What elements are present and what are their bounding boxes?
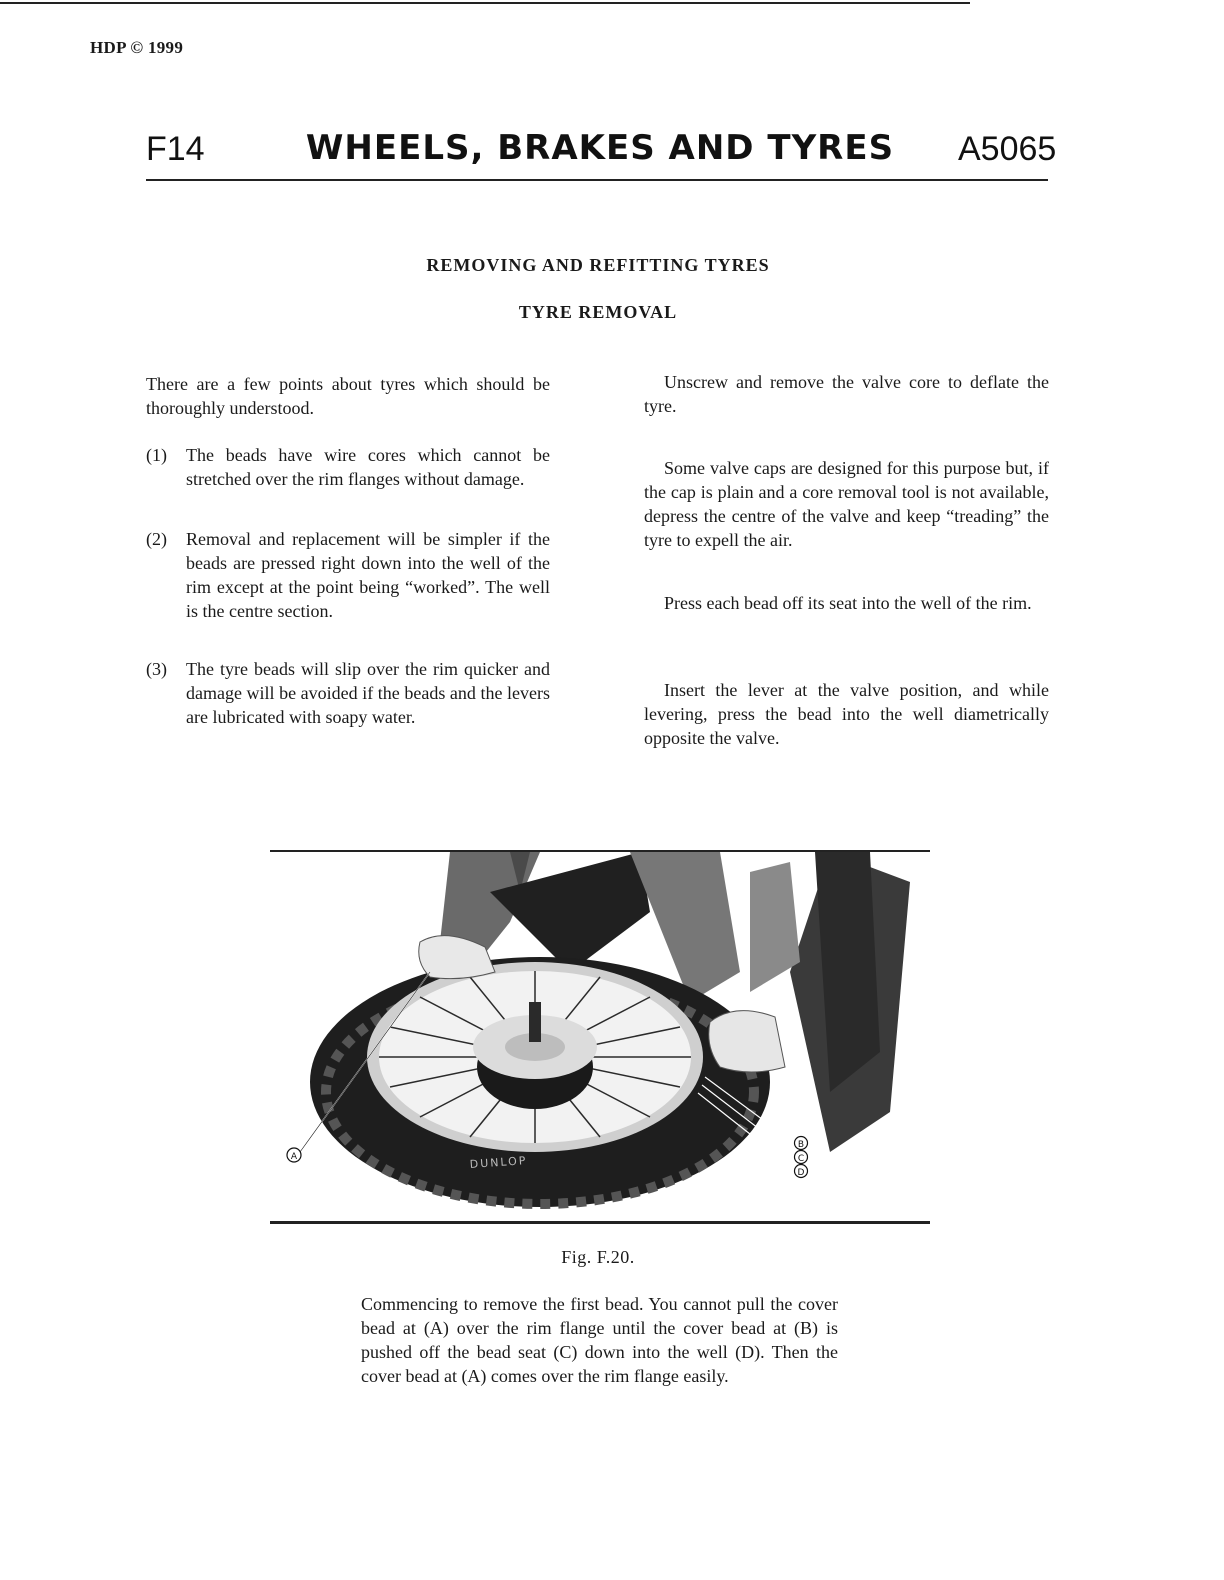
figure-bottom-rule — [270, 1221, 930, 1224]
sub-heading: TYRE REMOVAL — [518, 302, 678, 322]
tyre-sidewall-text: DUNLOP — [469, 1153, 528, 1171]
list-item-number: (3) — [146, 659, 167, 679]
callout-label: D — [797, 1168, 805, 1178]
page-title: WHEELS, BRAKES AND TYRES — [305, 128, 895, 168]
tyre-removal-photo — [270, 852, 930, 1221]
list-item: Removal and replacement will be simpler if the beads are pressed right down into the well of the rim except at the point being “worked”. The well is the centre section. — [186, 529, 550, 621]
intro-paragraph: There are a few points about tyres which should be thoroughly understood. — [146, 374, 550, 418]
header-rule — [146, 179, 1048, 181]
section-heading: REMOVING AND REFITTING TYRES — [426, 255, 770, 275]
right-paragraph: Some valve caps are designed for this purpose but, if the cap is plain and a core removal tool is not available, depress the centre of the valve and keep “treading” the tyre to expell the air. — [644, 458, 1049, 550]
callout-label: C — [797, 1154, 805, 1164]
list-item: The beads have wire cores which cannot be stretched over the rim flanges without damage. — [186, 445, 550, 489]
callout-label: B — [797, 1140, 805, 1150]
list-item-number: (2) — [146, 529, 167, 549]
document-code: A5065 — [958, 130, 1057, 168]
section-code: F14 — [146, 130, 205, 168]
callout-label: A — [290, 1152, 298, 1162]
list-item-number: (1) — [146, 445, 167, 465]
figure-caption: Fig. F.20. — [561, 1247, 635, 1267]
copyright-notice: HDP © 1999 — [90, 38, 184, 57]
right-paragraph: Press each bead off its seat into the well of the rim. — [664, 593, 1032, 613]
figure-description: Commencing to remove the first bead. You cannot pull the cover bead at (A) over the rim flange until the cover bead at (B) is pushed off the bead seat (C) down into the well (D). Then the cover bead at (A) comes over the rim flange easily. — [361, 1294, 838, 1386]
right-paragraph: Unscrew and remove the valve core to deflate the tyre. — [644, 372, 1049, 416]
top-border-rule — [0, 2, 970, 4]
list-item: The tyre beads will slip over the rim quicker and damage will be avoided if the beads and the levers are lubricated with soapy water. — [186, 659, 550, 727]
right-paragraph: Insert the lever at the valve position, and while levering, press the bead into the well diametrically opposite the valve. — [644, 680, 1049, 748]
